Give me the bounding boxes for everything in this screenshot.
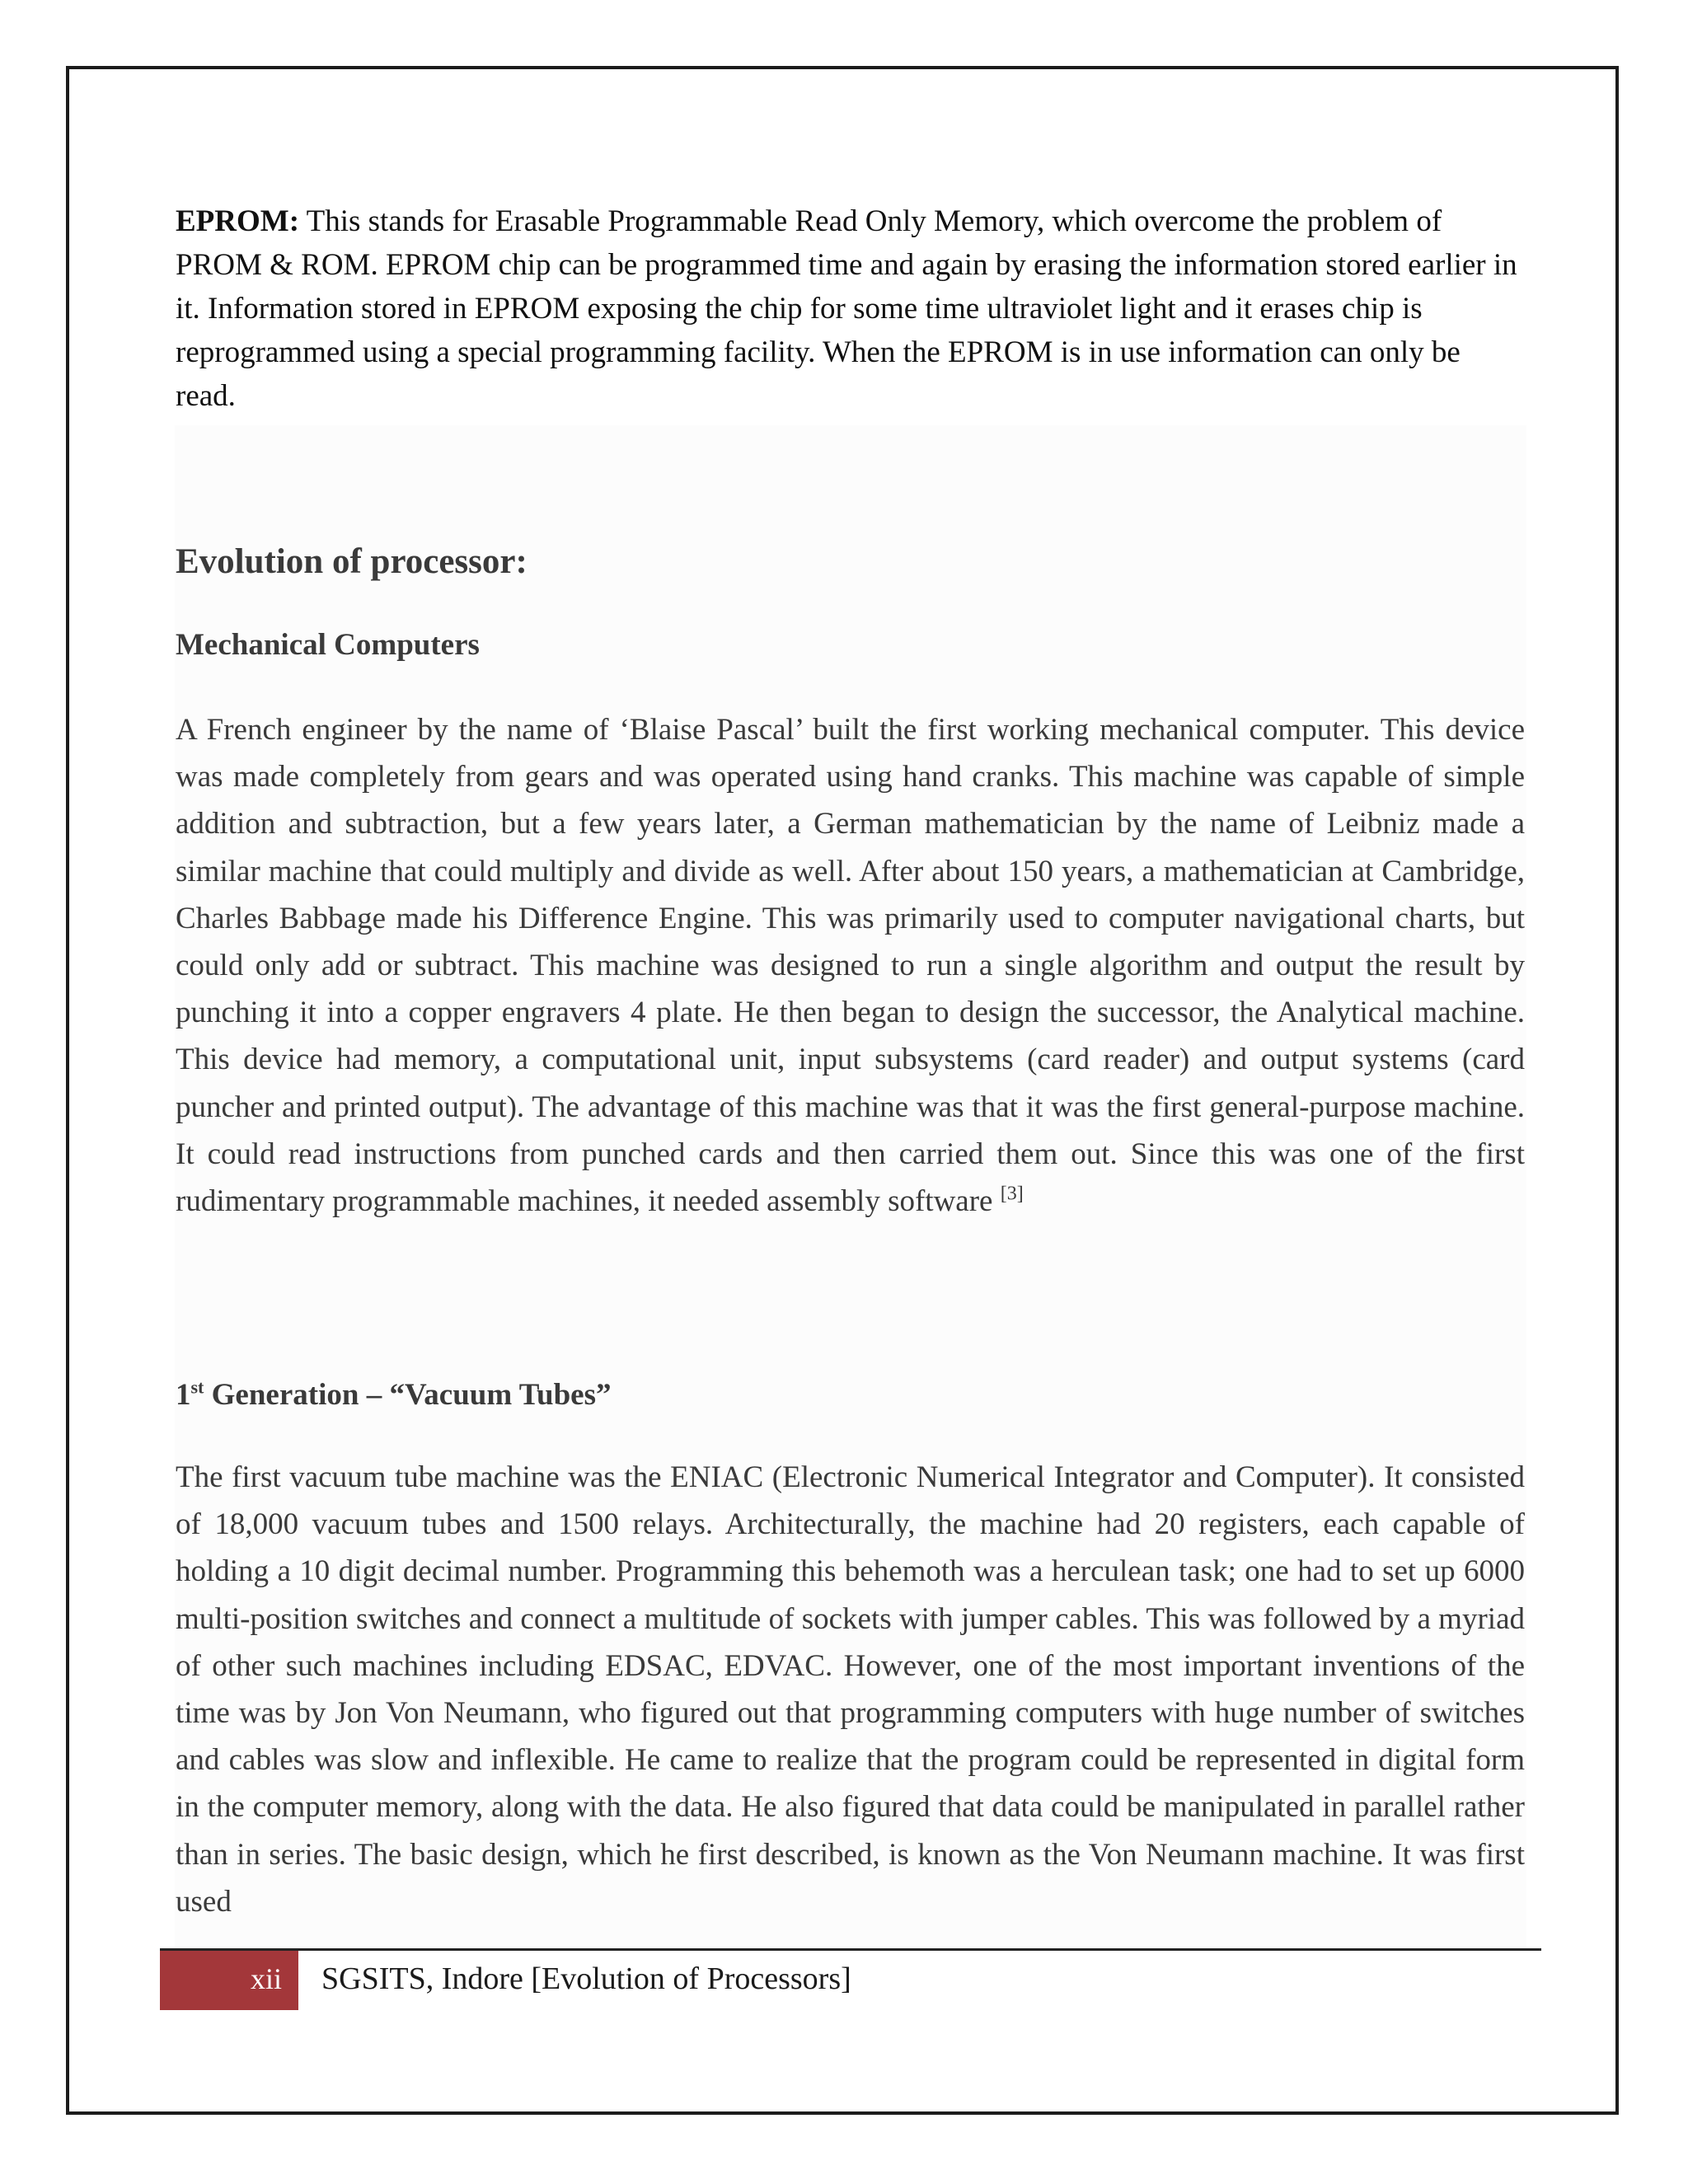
footer-title: SGSITS, Indore [Evolution of Processors] — [321, 1961, 851, 1996]
first-generation-heading — [176, 1375, 1525, 1416]
mechanical-computers-paragraph — [176, 706, 1525, 1225]
evolution-heading: Evolution of processor: — [176, 542, 528, 581]
heading-ordinal-suffix: st — [190, 1376, 204, 1398]
mechanical-text: A French engineer by the name of ‘Blaise Pascal’ built the first working mechanical computer. This device was made completely from gears and was operated using hand cranks. This machine was capable of simple addition and subtraction, but a few years later, a German mathematician by the name of Leibniz made a similar machine that could multiply and divide as well. After about 150 years, a mathematician at Cambridge, Charles Babbage made his Difference Engine. This was primarily used to computer navigational charts, but could only add or subtract. This machine was designed to run a single algorithm and output the result by punching it into a copper engravers 4 plate. He then began to design the successor, the Analytical machine. This device had memory, a computational unit, input subsystems (card reader) and output systems (card puncher and printed output). The advantage of this machine was that it was the first general-purpose machine. It could read instructions from punched cards and then carried them out. Since this was one of the first rudimentary programmable machines, it needed assembly software — [176, 713, 1525, 1219]
heading-number: 1 — [176, 1378, 191, 1412]
page-number: xii — [160, 1951, 298, 2010]
mechanical-computers-heading: Mechanical Computers — [176, 628, 480, 662]
eprom-text: This stands for Erasable Programmable Read Only Memory, which overcome the problem of PROM & ROM. EPROM chip can be programmed time and again by erasing the information stored earlier in it. Information stored in EPROM exposing the chip for some time ultraviolet light and it erases chip is reprogrammed using a special programming facility. When the EPROM is in use information can only be read. — [176, 204, 1517, 413]
eprom-term: EPROM: — [176, 204, 300, 238]
reference-citation: [3] — [1000, 1183, 1024, 1205]
eprom-paragraph — [176, 199, 1525, 418]
first-generation-paragraph: The first vacuum tube machine was the ENIAC (Electronic Numerical Integrator and Computer). It consisted of 18,000 vacuum tubes and 1500 relays. Architecturally, the machine had 20 registers, each capable of holding a 10 digit decimal number. Programming this behemoth was a herculean task; one had to set up 6000 multi-position switches and connect a multitude of sockets with jumper cables. This was followed by a myriad of other such machines including EDSAC, EDVAC. However, one of the most important inventions of the time was by Jon Von Neumann, who figured out that programming computers with huge number of switches and cables was slow and inflexible. He came to realize that the program could be represented in digital form in the computer memory, along with the data. He also figured that data could be manipulated in parallel rather than in series. The basic design, which he first described, is known as the Von Neumann machine. It was first used — [176, 1460, 1525, 1919]
heading-text: Generation – “Vacuum Tubes” — [204, 1378, 612, 1412]
